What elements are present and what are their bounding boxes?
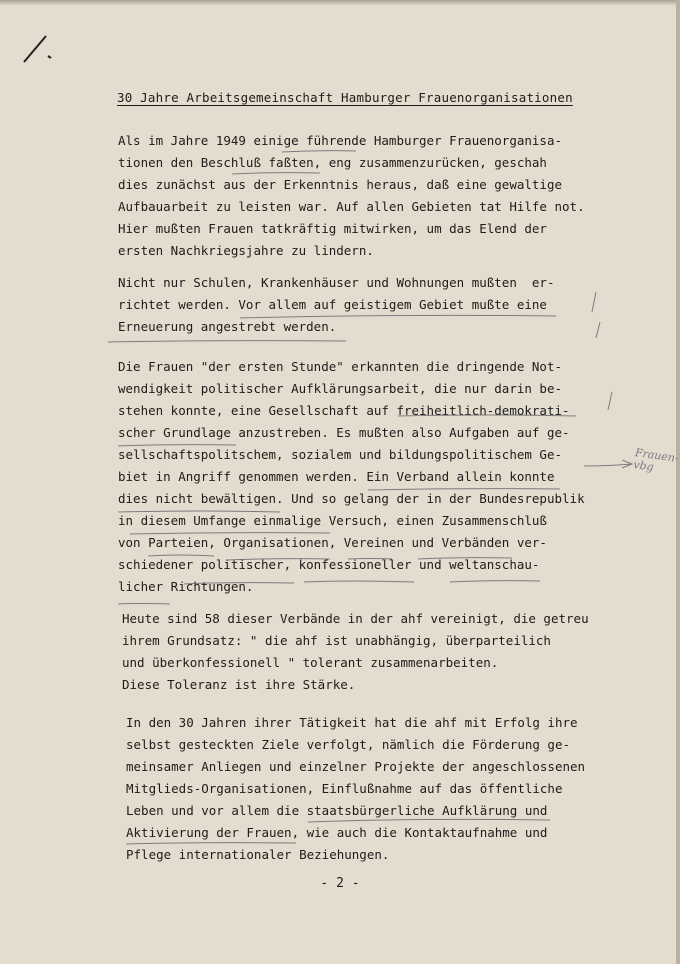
scan-top-edge: [0, 0, 680, 6]
paragraph-first-hour: Die Frauen "der ersten Stunde" erkannten die dringende Not- wendigkeit politischer Aufklärungsarbeit, die nur darin be- stehen konnte, eine Gesellschaft auf freiheitlich-demokrati- scher Grundlage anzustreben. Es mußten also Aufgaben auf ge- sellschaftspolitschem, sozialem und bildungspolitischem Ge- biet in Angriff genommen werden. Ein Verband allein konnte dies nicht bewältigen. Und so gelang der in der Bundesrepublik in diesem Umfange einmalige Versuch, einen Zusammenschluß von Parteien, Organisationen, Vereinen und Verbänden ver- schiedener politischer, konfessioneller und weltanschau- licher Richtungen.: [118, 359, 585, 594]
handwritten-slash-mark: [20, 32, 60, 68]
page-number: - 2 -: [320, 876, 360, 891]
margin-tick-3: [608, 392, 612, 410]
scan-right-edge: [676, 0, 680, 964]
handwritten-margin-note: Frauen- vbg: [632, 446, 680, 474]
paragraph-tolerance: Heute sind 58 dieser Verbände in der ahf vereinigt, die getreu ihrem Grundsatz: " die ahf ist unabhängig, überparteilich und überkonfessionell " tolerant zusammenarbeiten. Diese Toleranz ist ihre Stärke.: [122, 611, 589, 692]
paragraph-thirty-years: In den 30 Jahren ihrer Tätigkeit hat die ahf mit Erfolg ihre selbst gesteckten Ziele verfolgt, nämlich die Förderung ge- meinsamer Anliegen und einzelner Projekte der angeschlossenen Mitglieds-Organisationen, Einflußnahme auf das öffentliche Leben und vor allem die staatsbürgerliche Aufklärung und Aktivierung der Frauen, wie auch die Kontaktaufnahme und Pflege internationaler Beziehungen.: [126, 715, 586, 862]
underline-erneuerung: [108, 341, 346, 342]
paragraph-renewal: Nicht nur Schulen, Krankenhäuser und Wohnungen mußten er- richtet werden. Vor allem auf geistigem Gebiet mußte eine Erneuerung angestrebt werden.: [118, 275, 555, 334]
paragraph-founding: Als im Jahre 1949 einige führende Hamburger Frauenorganisa- tionen den Beschluß faßten, eng zusammenzurücken, geschah dies zunächst aus der Erkenntnis heraus, daß eine gewaltige Aufbauarbeit zu leisten war. Auf allen Gebieten tat Hilfe not. Hier mußten Frauen tatkräftig mitwirken, um das Elend der ersten Nachkriegsjahre zu lindern.: [118, 133, 585, 258]
underline-licher: [118, 604, 170, 605]
document-title: 30 Jahre Arbeitsgemeinschaft Hamburger Frauenorganisationen: [117, 90, 573, 105]
